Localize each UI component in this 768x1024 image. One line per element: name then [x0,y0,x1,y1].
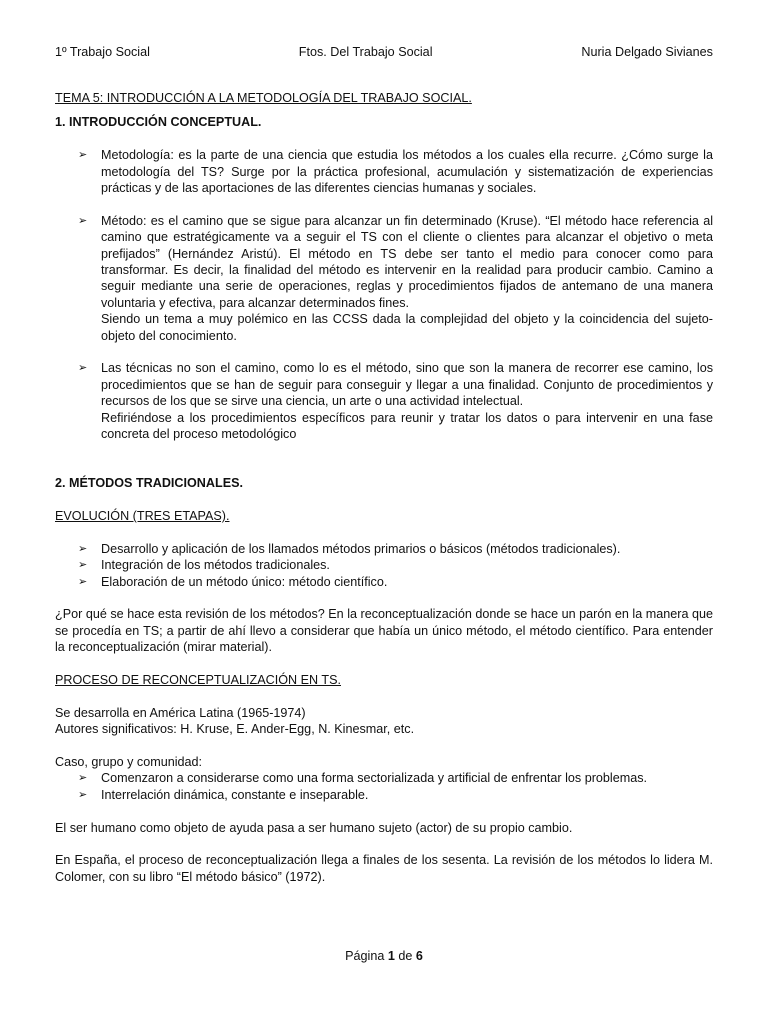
arrowhead-bullet-icon: ➢ [78,362,88,375]
definitions-list [55,147,713,196]
section-heading-metodos: 2. MÉTODOS TRADICIONALES. [55,476,243,491]
arrowhead-bullet-icon: ➢ [78,214,88,227]
footer-current-page: 1 [387,949,395,963]
header-course: 1º Trabajo Social [55,45,150,59]
arrowhead-bullet-icon: ➢ [78,788,88,801]
arrowhead-bullet-icon: ➢ [78,575,88,588]
evolution-list [55,541,713,590]
arrowhead-bullet-icon: ➢ [78,542,88,555]
line-america: Se desarrolla en América Latina (1965-1974) [55,705,306,720]
page-header [55,44,713,62]
paragraph-humano: El ser humano como objeto de ayuda pasa a ser humano sujeto (actor) de su propio cambio. [55,820,573,835]
list-item: ➢ Desarrollo y aplicación de los llamados métodos primarios o básicos (métodos tradicionales). [78,541,621,556]
line-autores: Autores significativos: H. Kruse, E. Ander-Egg, N. Kinesmar, etc. [55,722,415,737]
page-footer [0,948,768,964]
footer-total-pages: 6 [415,949,423,963]
document-title: TEMA 5: INTRODUCCIÓN A LA METODOLOGÍA DEL TRABAJO SOCIAL. [55,91,472,105]
list-item: ➢ Interrelación dinámica, constante e inseparable. [78,787,369,802]
list-item: ➢ Las técnicas no son el camino, como lo es el método, sino que son la manera de recorrer ese camino, los procedimientos que se han de seguir para conseguir y llegar a una finalidad. Conjunto de procedimientos y recursos de los que se sirve una ciencia, un arte o una actividad intelectual. Refiriéndose a los procedimientos específicos para reunir y tratar los datos o para intervenir en una fase concreta del proceso metodológico [78,361,713,442]
paragraph-espana: En España, el proceso de reconceptualización llega a finales de los sesenta. La revisión de los métodos lo lidera M. Colomer, con su libro “El método básico” (1972). [55,853,713,884]
footer-prefix: Página [345,949,385,963]
arrowhead-bullet-icon: ➢ [78,559,88,572]
arrowhead-bullet-icon: ➢ [78,772,88,785]
document-body [55,90,713,885]
section-heading-introduccion: 1. INTRODUCCIÓN CONCEPTUAL. [55,115,262,130]
header-author: Nuria Delgado Sivianes [581,45,713,59]
list-item: ➢ Método: es el camino que se sigue para alcanzar un fin determinado (Kruse). “El método hace referencia al camino que estratégicamente va a seguir el TS con el cliente o clientes para alcanzar el objetivo o meta prefijados” (Hernández Aristú). El método en TS debe ser tanto el medio para conocer como para transformar. Es decir, la finalidad del método es intervenir en la realidad para producir cambio. Camino a seguir mediante una serie de operaciones, reglas y procedimientos fijados de antemano de una manera voluntaria y efectiva, para alcanzar determinados fines. Siendo un tema a muy polémico en las CCSS dada la complejidad del objeto y la coincidencia del sujeto-objeto del conocimiento. [78,213,713,343]
caso-list [55,770,713,803]
caso-heading: Caso, grupo y comunidad: [55,755,203,770]
paragraph-revision: ¿Por qué se hace esta revisión de los métodos? En la reconceptualización donde se hace un parón en la manera que se procedía en TS; a partir de ahí llevo a considerar que había un único método, el método científico. Para entender la reconceptualización (mirar material). [55,607,713,655]
list-item: ➢ Metodología: es la parte de una ciencia que estudia los métodos a los cuales ella recurre. ¿Cómo surge la metodología del TS? Surge por la práctica profesional, acumulación y sistematización de experiencias prácticas y de las aportaciones de las diferentes ciencias humanas y sociales. [78,148,713,196]
subheading-evolucion: EVOLUCIÓN (TRES ETAPAS). [55,509,230,524]
list-item: ➢ Integración de los métodos tradicionales. [78,558,330,573]
subheading-proceso: PROCESO DE RECONCEPTUALIZACIÓN EN TS. [55,673,341,688]
header-subject: Ftos. Del Trabajo Social [298,45,433,59]
list-item: ➢ Comenzaron a considerarse como una forma sectorializada y artificial de enfrentar los problemas. [78,771,647,786]
arrowhead-bullet-icon: ➢ [78,149,88,162]
list-item: ➢ Elaboración de un método único: método científico. [78,574,388,589]
footer-of: de [398,949,413,963]
